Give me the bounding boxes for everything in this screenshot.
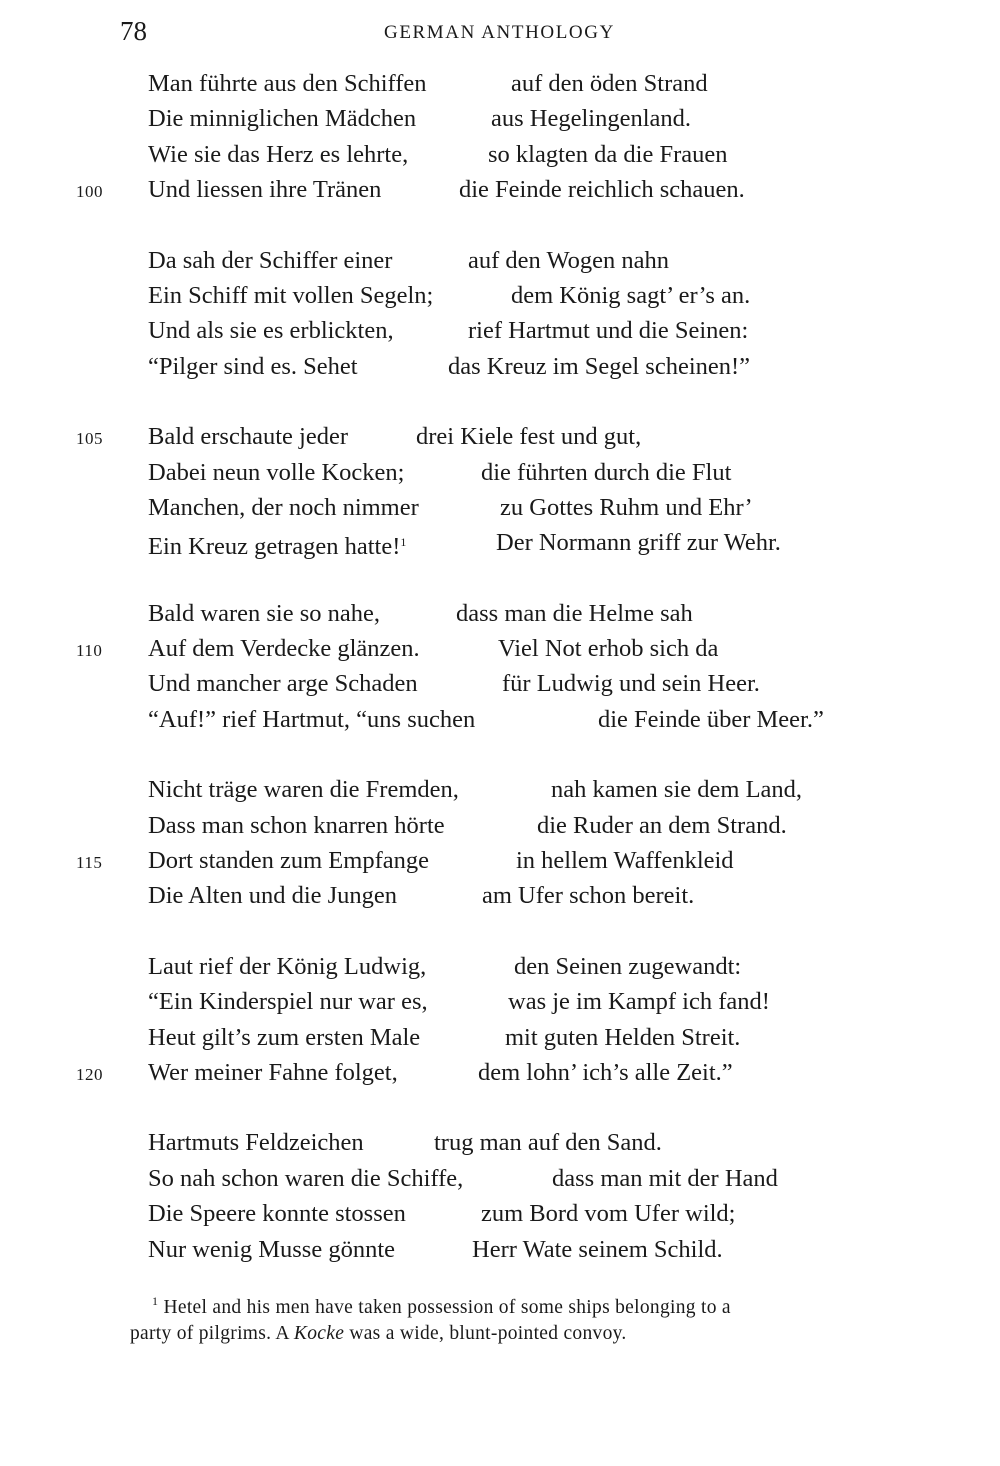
second-half-line: so klagten da die Frauen xyxy=(488,140,728,168)
verse-line xyxy=(0,808,1000,843)
verse-line xyxy=(0,1055,1000,1090)
second-half-line: die führten durch die Flut xyxy=(481,458,732,486)
second-half-line: rief Hartmut und die Seinen: xyxy=(468,317,749,345)
verse-line xyxy=(0,66,1000,101)
first-half-line xyxy=(148,1125,364,1160)
footnote-text-2b: was a wide, blunt-pointed convoy. xyxy=(344,1323,627,1344)
first-half-line xyxy=(148,349,358,384)
stanza xyxy=(0,596,1000,738)
footnote-line-1 xyxy=(130,1288,930,1321)
first-half-line xyxy=(148,1055,398,1090)
first-half-line xyxy=(148,101,416,136)
running-title: GERMAN ANTHOLOGY xyxy=(384,22,615,43)
second-half-line: Viel Not erhob sich da xyxy=(498,635,719,663)
verse-line xyxy=(0,172,1000,207)
stanza xyxy=(0,949,1000,1091)
verse-line xyxy=(0,1020,1000,1055)
verse-line xyxy=(0,843,1000,878)
second-half-line: nah kamen sie dem Land, xyxy=(551,776,803,804)
second-half-line: aus Hegelingenland. xyxy=(491,105,692,133)
first-half-text: Laut rief der König Ludwig, xyxy=(148,952,427,980)
first-half-text: Wer meiner Fahne folget, xyxy=(148,1058,398,1086)
verse-line xyxy=(0,349,1000,384)
line-number: 110 xyxy=(76,641,103,661)
second-half-line: dass man die Helme sah xyxy=(456,599,693,627)
poem-body xyxy=(0,66,1000,1302)
first-half-line xyxy=(148,808,445,843)
verse-line xyxy=(0,137,1000,172)
verse-line xyxy=(0,419,1000,454)
first-half-line xyxy=(148,137,408,172)
verse-line xyxy=(0,1232,1000,1267)
verse-line xyxy=(0,278,1000,313)
second-half-line: trug man auf den Sand. xyxy=(434,1129,662,1157)
footnote-text-1: Hetel and his men have taken possession of some ships belonging to a xyxy=(163,1297,731,1318)
second-half-line: für Ludwig und sein Heer. xyxy=(502,670,760,698)
second-half-line: drei Kiele fest und gut, xyxy=(416,423,642,451)
second-half-line: was je im Kampf ich fand! xyxy=(508,988,770,1016)
verse-line xyxy=(0,243,1000,278)
line-number: 120 xyxy=(76,1064,103,1084)
footnote xyxy=(130,1288,930,1347)
first-half-text: Und mancher arge Schaden xyxy=(148,670,418,698)
first-half-line xyxy=(148,772,459,807)
second-half-line: Der Normann griff zur Wehr. xyxy=(496,529,781,557)
first-half-line xyxy=(148,1196,406,1231)
first-half-line xyxy=(148,843,429,878)
first-half-text: Dort standen zum Empfange xyxy=(148,847,429,875)
first-half-text: Die Alten und die Jungen xyxy=(148,882,398,910)
verse-line xyxy=(0,596,1000,631)
first-half-text: Auf dem Verdecke glänzen. xyxy=(148,635,420,663)
second-half-line: die Feinde über Meer.” xyxy=(598,705,824,733)
second-half-line: dem König sagt’ er’s an. xyxy=(511,281,751,309)
first-half-text: “Auf!” rief Hartmut, “uns suchen xyxy=(148,705,476,733)
second-half-line: am Ufer schon bereit. xyxy=(482,882,695,910)
second-half-line: mit guten Helden Streit. xyxy=(505,1023,741,1051)
verse-line xyxy=(0,525,1000,560)
first-half-text: Da sah der Schiffer einer xyxy=(148,246,393,274)
stanza xyxy=(0,419,1000,561)
stanza xyxy=(0,243,1000,385)
first-half-text: Dabei neun volle Kocken; xyxy=(148,458,405,486)
first-half-text: Und liessen ihre Tränen xyxy=(148,176,382,204)
first-half-text: Ein Kreuz getragen hatte! xyxy=(148,533,401,561)
verse-line xyxy=(0,666,1000,701)
first-half-line xyxy=(148,490,419,525)
verse-line xyxy=(0,101,1000,136)
first-half-line xyxy=(148,702,475,737)
first-half-line xyxy=(148,172,381,207)
second-half-line: zum Bord vom Ufer wild; xyxy=(481,1200,736,1228)
first-half-text: Manchen, der noch nimmer xyxy=(148,493,419,521)
verse-line xyxy=(0,984,1000,1019)
second-half-line: zu Gottes Ruhm und Ehr’ xyxy=(500,493,753,521)
line-number: 100 xyxy=(76,182,103,202)
first-half-text: “Pilger sind es. Sehet xyxy=(148,352,358,380)
first-half-line xyxy=(148,313,394,348)
footnote-marker: 1 xyxy=(152,1294,159,1308)
second-half-line: Herr Wate seinem Schild. xyxy=(472,1235,723,1263)
first-half-line xyxy=(148,984,428,1019)
first-half-line xyxy=(148,278,433,313)
first-half-line xyxy=(148,419,348,454)
first-half-text: Bald waren sie so nahe, xyxy=(148,599,380,627)
first-half-line xyxy=(148,525,406,564)
stanza xyxy=(0,1125,1000,1267)
first-half-line xyxy=(148,631,420,666)
first-half-line xyxy=(148,878,397,913)
second-half-line: das Kreuz im Segel scheinen!” xyxy=(448,352,751,380)
first-half-text: Hartmuts Feldzeichen xyxy=(148,1129,364,1157)
first-half-line xyxy=(148,596,380,631)
line-number: 105 xyxy=(76,429,103,449)
second-half-line: die Ruder an dem Strand. xyxy=(537,811,787,839)
second-half-line: auf den Wogen nahn xyxy=(468,246,670,274)
first-half-text: Nur wenig Musse gönnte xyxy=(148,1235,396,1263)
first-half-text: Man führte aus den Schiffen xyxy=(148,70,427,97)
first-half-text: Die Speere konnte stossen xyxy=(148,1200,406,1228)
verse-line xyxy=(0,702,1000,737)
stanza xyxy=(0,66,1000,208)
first-half-line xyxy=(148,1161,463,1196)
footnote-text-2a: party of pilgrims. A xyxy=(130,1323,294,1344)
verse-line xyxy=(0,772,1000,807)
second-half-line: die Feinde reichlich schauen. xyxy=(459,176,745,204)
second-half-line: auf den öden Strand xyxy=(511,70,708,97)
verse-line xyxy=(0,313,1000,348)
verse-line xyxy=(0,878,1000,913)
first-half-text: Ein Schiff mit vollen Segeln; xyxy=(148,281,434,309)
verse-line xyxy=(0,1196,1000,1231)
verse-line xyxy=(0,490,1000,525)
verse-line xyxy=(0,631,1000,666)
first-half-line xyxy=(148,455,404,490)
first-half-line xyxy=(148,1232,395,1267)
first-half-text: Nicht träge waren die Fremden, xyxy=(148,776,459,804)
first-half-text: Heut gilt’s zum ersten Male xyxy=(148,1023,421,1051)
first-half-text: So nah schon waren die Schiffe, xyxy=(148,1164,464,1192)
stanza xyxy=(0,772,1000,914)
first-half-text: Wie sie das Herz es lehrte, xyxy=(148,140,409,168)
first-half-text: Die minniglichen Mädchen xyxy=(148,105,417,133)
first-half-line xyxy=(148,66,427,101)
verse-line xyxy=(0,949,1000,984)
first-half-line xyxy=(148,243,392,278)
verse-line xyxy=(0,1125,1000,1160)
second-half-line: dem lohn’ ich’s alle Zeit.” xyxy=(478,1058,733,1086)
first-half-text: “Ein Kinderspiel nur war es, xyxy=(148,988,428,1016)
page-number: 78 xyxy=(120,16,147,46)
second-half-line: dass man mit der Hand xyxy=(552,1164,778,1192)
second-half-line: in hellem Waffenkleid xyxy=(516,847,734,875)
first-half-line xyxy=(148,1020,420,1055)
first-half-text: Dass man schon knarren hörte xyxy=(148,811,445,839)
footnote-reference: 1 xyxy=(400,535,407,550)
line-number: 115 xyxy=(76,853,103,873)
footnote-italic-term: Kocke xyxy=(293,1323,345,1344)
first-half-line xyxy=(148,949,426,984)
second-half-line: den Seinen zugewandt: xyxy=(514,952,742,980)
verse-line xyxy=(0,1161,1000,1196)
first-half-line xyxy=(148,666,418,701)
first-half-text: Und als sie es erblickten, xyxy=(148,317,394,345)
footnote-line-2 xyxy=(130,1321,930,1347)
verse-line xyxy=(0,455,1000,490)
first-half-text: Bald erschaute jeder xyxy=(148,423,348,451)
